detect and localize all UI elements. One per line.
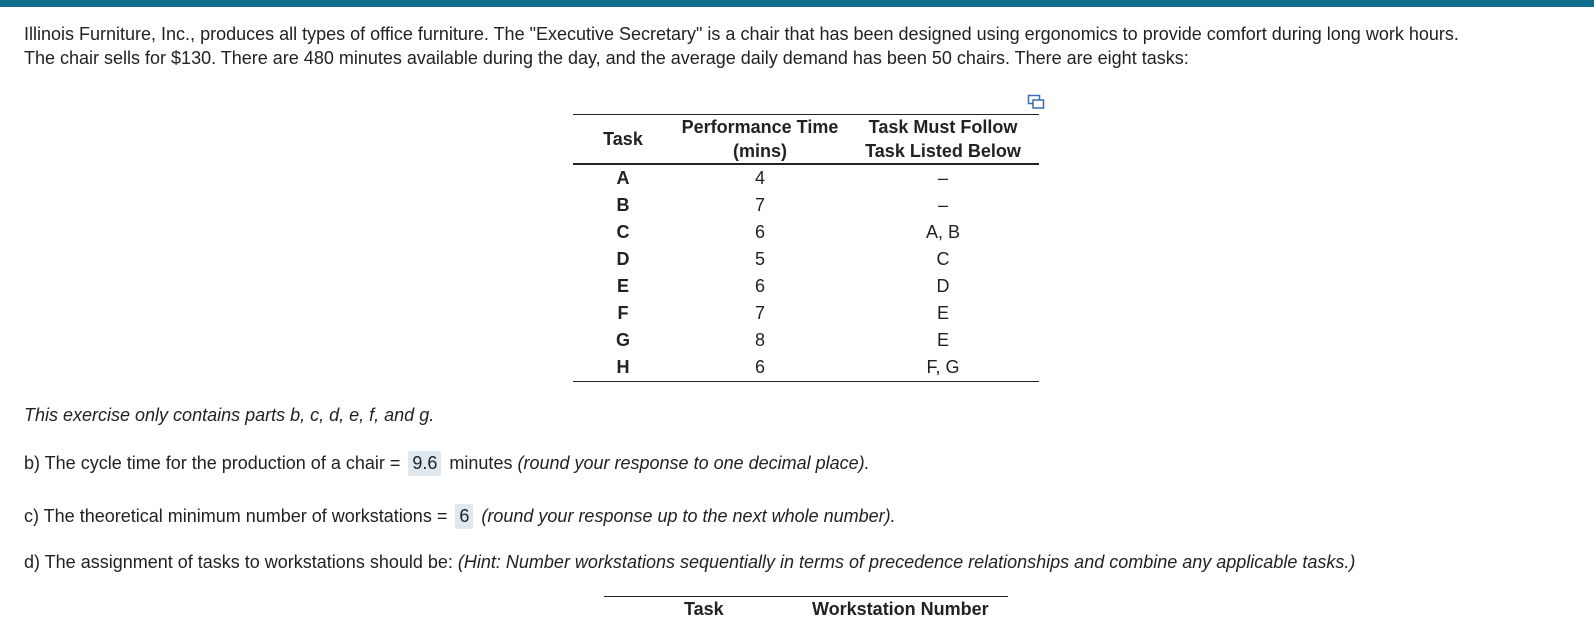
task-table [573,114,1039,382]
table-row [573,219,1039,246]
problem-intro [24,22,1584,70]
assignment-header-workstation: Workstation Number [812,599,989,619]
copy-table-icon[interactable] [1027,94,1045,110]
header-task: Task [603,129,643,149]
part-d-hint: (Hint: Number workstations sequentially in terms of precedence relationships and combine any applicable tasks.) [457,552,1356,572]
table-row [573,246,1039,273]
header-follow-line1: Task Must Follow [868,117,1018,137]
header-follow-line2: Task Listed Below [865,141,1021,161]
table-row [573,354,1039,382]
min-workstations-answer[interactable]: 6 [455,504,473,529]
header-time-line1: Performance Time [681,117,839,137]
time-cell: 8 [754,330,765,350]
part-d [24,552,1355,573]
time-cell: 6 [754,276,765,296]
follow-cell: – [937,168,948,188]
part-b-prefix: b) The cycle time for the production of a chair = [24,453,401,473]
task-cell: D [616,249,630,269]
task-cell: B [616,195,630,215]
follow-cell: C [936,249,950,269]
time-cell: 7 [754,303,765,323]
part-c [24,504,896,529]
table-row [573,164,1039,192]
part-c-hint: (round your response up to the next whole number). [481,506,896,526]
header-must-follow [847,115,1039,165]
time-cell: 4 [754,168,765,188]
part-d-prefix: d) The assignment of tasks to workstations should be: [24,552,453,572]
time-cell: 7 [754,195,765,215]
follow-cell: A, B [925,222,960,242]
part-c-prefix: c) The theoretical minimum number of workstations = [24,506,448,526]
follow-cell: – [937,195,948,215]
intro-line-2: The chair sells for $130. There are 480 minutes available during the day, and the average daily demand has been 50 chairs. There are eight tasks: [24,48,1189,68]
part-b-unit: minutes [449,453,513,473]
follow-cell: E [936,303,949,323]
follow-cell: E [936,330,949,350]
cycle-time-answer[interactable]: 9.6 [408,451,441,476]
part-b-hint: (round your response to one decimal place). [517,453,870,473]
intro-line-1: Illinois Furniture, Inc., produces all types of office furniture. The "Executive Secretary" is a chair that has been designed using ergonomics to provide comfort during long work hours. [24,24,1459,44]
table-row [573,273,1039,300]
task-cell: C [616,222,630,242]
header-time-line2: (mins) [733,141,787,161]
follow-cell: F, G [926,357,960,377]
table-row [573,192,1039,219]
task-cell: G [615,330,630,350]
task-cell: F [617,303,629,323]
time-cell: 6 [754,357,765,377]
table-row [573,300,1039,327]
task-cell: H [616,357,630,377]
task-cell: A [616,168,630,188]
table-row [573,327,1039,354]
follow-cell: D [936,276,950,296]
exercise-note: This exercise only contains parts b, c, d, e, f, and g. [24,405,435,425]
part-b [24,451,870,476]
time-cell: 6 [754,222,765,242]
assignment-table [604,596,1008,619]
task-cell: E [616,276,629,296]
time-cell: 5 [754,249,765,269]
assignment-header-task: Task [684,599,724,619]
header-performance-time [673,115,847,165]
task-table-header [573,115,1039,165]
top-accent-bar [0,0,1594,7]
